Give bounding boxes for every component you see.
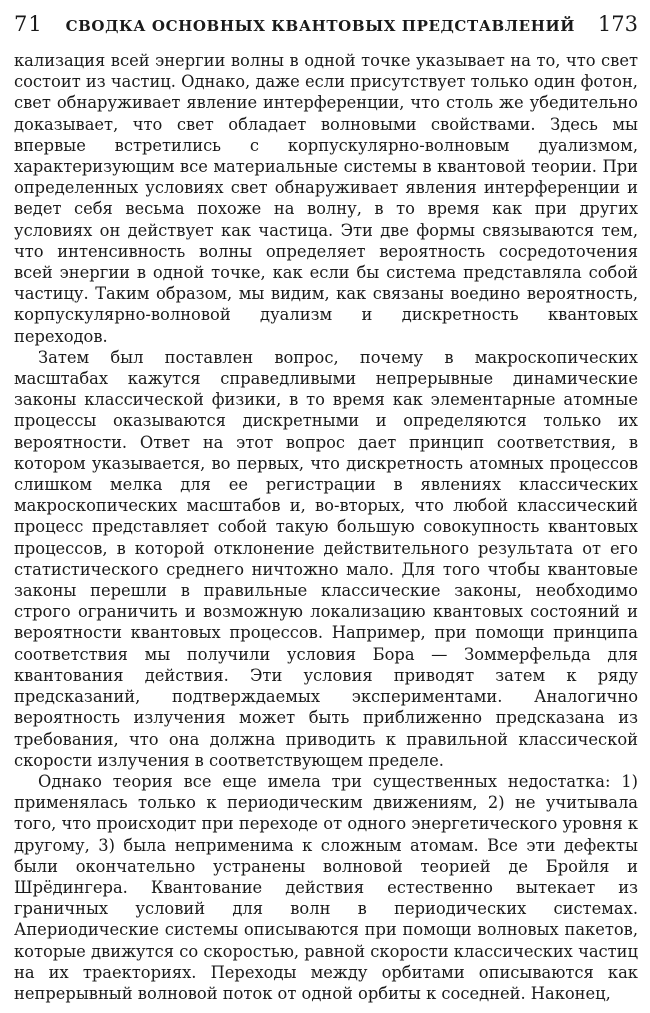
page-header [14, 12, 638, 42]
page-body [14, 50, 638, 1004]
paragraph-3: Однако теория все еще имела три существенных недостатка: 1) применялась только к периодическим движениям, 2) не учитывала того, что происходит при переходе от одного энергетического уровня к другому, 3) была неприменима к сложным атомам. Все эти дефекты были окончательно устранены волновой теорией де Бройля и Шрёдингера. Квантование действия естественно вытекает из граничных условий для волн в периодических системах. Апериодические системы описываются при помощи волновых пакетов, которые движутся со скоростью, равной скорости классических частиц на их траекториях. Переходы между орбитами описываются как непрерывный волновой поток от одной орбиты к соседней. Наконец, [14, 771, 638, 1003]
paragraph-1: кализация всей энергии волны в одной точке указывает на то, что свет состоит из частиц. Однако, даже если присутствует только один фотон, свет обнаруживает явление интерференции, что столь же убедительно доказывает, что свет обладает волновыми свойствами. Здесь мы впервые встретились с корпускулярно-волновым дуализмом, характеризующим все материальные системы в квантовой теории. При определенных условиях свет обнаруживает явления интерференции и ведет себя весьма похоже на волну, в то время как при других условиях он действует как частица. Эти две формы связываются тем, что интенсивность волны определяет вероятность сосредоточения всей энергии в одной точке, как если бы система представляла собой частицу. Таким образом, мы видим, как связаны воедино вероятность, корпускулярно-волновой дуализм и дискретность квантовых переходов. [14, 51, 638, 346]
running-title: СВОДКА ОСНОВНЫХ КВАНТОВЫХ ПРЕДСТАВЛЕНИЙ [65, 17, 576, 35]
section-number: 71 [14, 12, 43, 36]
page-number: 173 [597, 12, 638, 36]
paragraph-2: Затем был поставлен вопрос, почему в макроскопических масштабах кажутся справедливыми непрерывные динамические законы классической физики, в то время как элементарные атомные процессы оказываются дискретными и определяются только их вероятности. Ответ на этот вопрос дает принцип соответствия, в котором указывается, во первых, что дискретность атомных процессов слишком мелка для ее регистрации в явлениях классических макроскопических масштабов и, во-вторых, что любой классический процесс представляет собой такую большую совокупность квантовых процессов, в которой отклонение действительного результата от его статистического среднего ничтожно мало. Для того чтобы квантовые законы перешли в правильные классические законы, необходимо строго ограничить и возможную локализацию квантовых состояний и вероятности квантовых процессов. Например, при помощи принципа соответствия мы получили условия Бора — Зоммерфельда для квантования действия. Эти условия приводят затем к ряду предсказаний, подтверждаемых экспериментами. Аналогично вероятность излучения может быть приближенно предсказана из требования, что она должна приводить к правильной классической скорости излучения в соответствующем пределе. [14, 347, 638, 770]
